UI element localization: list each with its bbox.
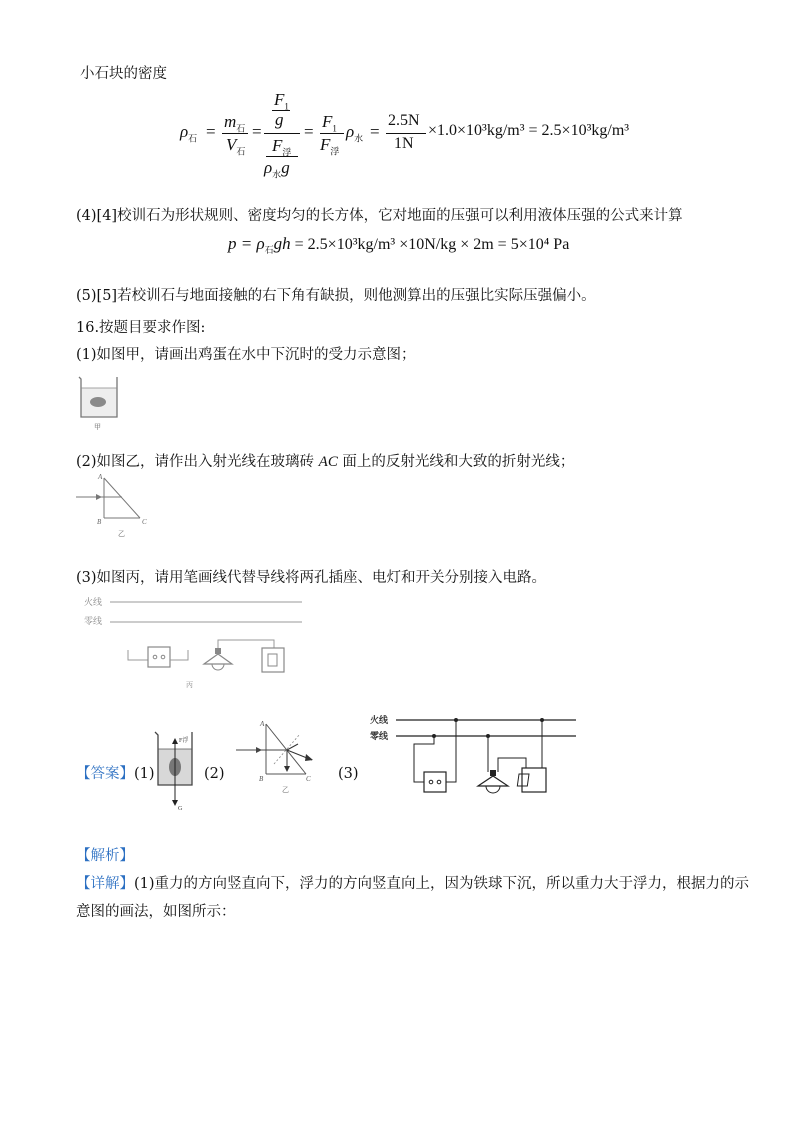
svg-text:甲: 甲 <box>94 423 101 431</box>
question-16-1: (1)如图甲，请画出鸡蛋在水中下沉时的受力示意图； <box>76 347 416 363</box>
answer-3-circuit-diagram <box>366 710 586 804</box>
answer-1-force-diagram <box>152 727 202 815</box>
figure-yi-glass-brick <box>76 470 166 540</box>
figure-jia-beaker <box>76 374 126 434</box>
svg-text:火线: 火线 <box>370 715 389 725</box>
question-16-2: (2)如图乙，请作出入射光线在玻璃砖 AC 面上的反射光线和大致的折射光线； <box>76 454 575 470</box>
svg-text:火线: 火线 <box>84 597 103 607</box>
answer-3-label: (3) <box>338 766 359 782</box>
analysis-label: 【解析】 <box>76 848 134 864</box>
svg-text:乙: 乙 <box>118 530 125 538</box>
svg-text:B: B <box>259 775 264 783</box>
pressure-formula: $p = \rho_石gh = 2.5\times 10^3kg/m^3 \times 10N/kg \times 2m = 5\times 10^4$ Pa <box>228 234 570 256</box>
answer-2-light-diagram <box>234 716 334 796</box>
svg-text:乙: 乙 <box>282 786 289 794</box>
svg-text:B: B <box>97 518 102 526</box>
figure-bing-circuit <box>76 592 316 692</box>
svg-text:C: C <box>306 775 311 783</box>
density-formula: $\rho_石$ = $m_石$ $V_石$ = $F_1$ g $F_浮$ $\rho_水g$ = $F_1$ $F_浮$ $\rho_水$ = 2.5N 1N ×1.0×10³kg/m³ = 2.5×10³kg/m³ <box>180 90 630 180</box>
detail-paragraph: 【详解】(1)重力的方向竖直向下，浮力的方向竖直向上，因为铁球下沉，所以重力大于浮力，根据力的示 <box>76 876 750 892</box>
svg-text:A: A <box>260 720 265 728</box>
answer-label: 【答案】(1) <box>76 766 155 782</box>
density-heading: 小石块的密度 <box>80 66 167 82</box>
svg-text:零线: 零线 <box>370 731 389 741</box>
svg-text:丙: 丙 <box>186 681 193 689</box>
answer-2-label: (2) <box>204 766 225 782</box>
rho-symbol: ρ <box>180 122 189 141</box>
item-4-text: (4)[4]校训石为形状规则、密度均匀的长方体，它对地面的压强可以利用液体压强的公式来计算 <box>76 208 683 224</box>
question-16-3: (3)如图丙，请用笔画线代替导线将两孔插座、电灯和开关分别接入电路。 <box>76 570 547 586</box>
item-5-text: (5)[5]若校训石与地面接触的右下角有缺损，则他测算出的压强比实际压强偏小。 <box>76 288 596 304</box>
svg-text:G: G <box>178 806 183 812</box>
svg-text:C: C <box>142 518 147 526</box>
detail-paragraph-cont: 意图的画法，如图所示： <box>76 904 236 920</box>
svg-text:零线: 零线 <box>84 616 103 626</box>
svg-text:F浮: F浮 <box>179 738 189 744</box>
svg-text:A: A <box>98 473 103 481</box>
question-16-title: 16.按题目要求作图: <box>76 320 206 336</box>
